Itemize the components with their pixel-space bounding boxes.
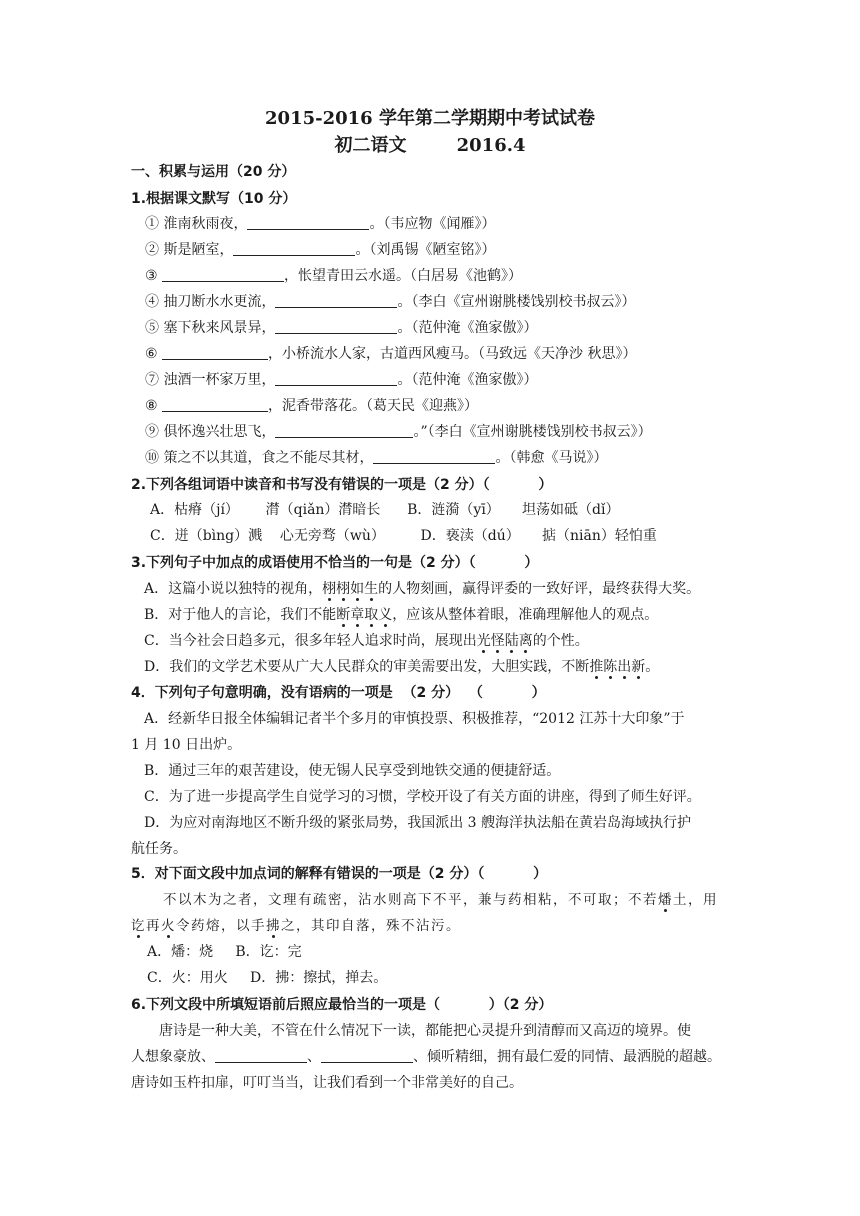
question-4-option-a: A．经新华日报全体编辑记者半个多月的审慎投票、积极推荐，“2012 江苏十大印象”于	[144, 711, 685, 727]
answer-blank[interactable]	[275, 293, 397, 308]
section-heading: 一、积累与运用（20 分）	[131, 164, 296, 180]
answer-blank[interactable]	[321, 1048, 413, 1063]
classical-passage-line: 不以木为之者，文理有疏密，沾水则高下不平，兼与药相粘，不可取；不若燔土，用	[163, 892, 718, 908]
emphasis-char: 义	[378, 607, 393, 623]
question-6-passage-line: 唐诗是一种大美，不管在什么情况下一读，都能把心灵提升到清醇而又高迈的境界。使	[159, 1023, 691, 1039]
emphasis-char: 推	[589, 659, 604, 675]
recitation-item: ⑧ ，泥香带落花。（葛天民《迎燕》）	[145, 398, 479, 414]
emphasis-char: 拂	[266, 918, 281, 934]
answer-blank[interactable]	[162, 267, 284, 282]
question-3-option-d: D．我们的文学艺术要从广大人民群众的审美需要出发，大胆实践，不断推陈出新。	[144, 659, 660, 675]
emphasis-char: 如	[350, 581, 365, 597]
recitation-item: ⑩ 策之不以其道，食之不能尽其材， 。（韩愈《马说》）	[145, 450, 608, 466]
question-3-option-b: B．对于他人的言论，我们不能断章取义，应该从整体着眼，准确理解他人的观点。	[144, 607, 659, 623]
answer-blank[interactable]	[275, 423, 413, 438]
question-2-options-row: A．枯瘠（jí） 潸（qiǎn）潸暗长 B．涟漪（yī） 坦荡如砥（dǐ）	[150, 502, 620, 518]
dotted-idiom	[589, 659, 645, 675]
question-4-option-c: C．为了进一步提高学生自觉学习的习惯，学校开设了有关方面的讲座，得到了师生好评。	[144, 789, 701, 805]
emphasis-char: 章	[350, 607, 365, 623]
question-4-option-d: D．为应对南海地区不断升级的紧张局势，我国派出 3 艘海洋执法船在黄岩岛海域执行护	[144, 815, 692, 831]
question-3-option-a: A．这篇小说以独特的视角，栩栩如生的人物刻画，赢得评委的一致好评，最终获得大奖。	[144, 581, 701, 597]
recitation-item: ③ ，怅望青田云水遥。（白居易《池鹤》）	[145, 268, 523, 284]
subject-label: 初二语文	[334, 135, 407, 156]
question-5-title: 5．对下面文段中加点词的解释有错误的一项是（2 分）（ ）	[131, 866, 548, 882]
emphasis-char: 生	[364, 581, 379, 597]
dotted-idiom	[336, 607, 392, 623]
dotted-word	[131, 918, 146, 934]
question-4-option-b: B．通过三年的艰苦建设，使无锡人民享受到地铁交通的便捷舒适。	[144, 763, 561, 779]
emphasis-char: 栩	[336, 581, 351, 597]
emphasis-char: 光	[476, 633, 491, 649]
dotted-word	[266, 918, 281, 934]
dotted-word	[161, 918, 176, 934]
emphasis-char: 陆	[504, 633, 519, 649]
recitation-item: ① 淮南秋雨夜， 。（韦应物《闻雁》）	[145, 216, 496, 232]
question-6-title: 6.下列文段中所填短语前后照应最恰当的一项是（ ）（2 分）	[131, 997, 553, 1013]
question-6-passage-line: 人想象豪放、 、 、倾听精细，拥有最仁爱的同情、最洒脱的超越。	[131, 1049, 721, 1065]
recitation-item: ④ 抽刀断水水更流， 。（李白《宣州谢朓楼饯别校书叔云》）	[145, 294, 636, 310]
question-4-option-a-cont: 1 月 10 日出炉。	[131, 737, 242, 753]
emphasis-char: 出	[617, 659, 632, 675]
dotted-word	[658, 892, 673, 908]
emphasis-char: 陈	[603, 659, 618, 675]
question-4-option-d-cont: 航任务。	[131, 841, 187, 857]
emphasis-char: 讫	[131, 918, 146, 934]
question-3-title: 3.下列句子中加点的成语使用不恰当的一句是（2 分）（ ）	[131, 555, 539, 571]
recitation-item: ⑦ 浊酒一杯家万里， 。（范仲淹《渔家傲》）	[145, 372, 538, 388]
recitation-item: ② 斯是陋室， 。（刘禹锡《陋室铭》）	[145, 242, 496, 258]
exam-subtitle	[0, 131, 860, 157]
answer-blank[interactable]	[373, 449, 495, 464]
emphasis-char: 新	[631, 659, 646, 675]
emphasis-char: 火	[161, 918, 176, 934]
dotted-idiom	[322, 581, 378, 597]
recitation-item: ⑨ 俱怀逸兴壮思飞， 。”（李白《宣州谢朓楼饯别校书叔云》）	[145, 424, 652, 440]
answer-blank[interactable]	[162, 397, 268, 412]
emphasis-char: 怪	[490, 633, 505, 649]
emphasis-char: 断	[336, 607, 351, 623]
emphasis-char: 离	[518, 633, 533, 649]
answer-blank[interactable]	[233, 241, 355, 256]
question-2-options-row: C．迸（bìng）溅 心无旁骛（wù） D．亵渎（dú） 掂（niān）轻怕重	[150, 528, 657, 544]
emphasis-char: 取	[364, 607, 379, 623]
dotted-idiom	[477, 633, 533, 649]
question-5-options-row: C．火：用火 D．拂：擦拭，掸去。	[147, 970, 388, 986]
recitation-item: ⑤ 塞下秋来风景异， 。（范仲淹《渔家傲》）	[145, 320, 538, 336]
question-6-passage-line: 唐诗如玉杵扣扉，叮叮当当，让我们看到一个非常美好的自己。	[131, 1075, 523, 1091]
question-4-title: 4．下列句子句意明确，没有语病的一项是 （2 分） （ ）	[131, 685, 546, 701]
emphasis-char: 燔	[658, 892, 673, 908]
answer-blank[interactable]	[215, 1048, 307, 1063]
classical-passage-line: 讫再火令药熔，以手拂之，其印自落，殊不沾污。	[131, 918, 461, 934]
answer-blank[interactable]	[162, 345, 268, 360]
answer-blank[interactable]	[247, 215, 369, 230]
question-3-option-c: C．当今社会日趋多元，很多年轻人追求时尚，展现出光怪陆离的个性。	[144, 633, 589, 649]
answer-blank[interactable]	[275, 371, 397, 386]
question-2-title: 2.下列各组词语中读音和书写没有错误的一项是（2 分）（ ）	[131, 477, 553, 493]
exam-title: 2015-2016 学年第二学期期中考试试卷	[265, 108, 595, 129]
answer-blank[interactable]	[275, 319, 397, 334]
exam-date: 2016.4	[456, 135, 526, 156]
emphasis-char: 栩	[322, 581, 337, 597]
recitation-item: ⑥ ，小桥流水人家，古道西风瘦马。（马致远《天净沙 秋思》）	[145, 346, 637, 362]
question-5-options-row: A．燔：烧 B．讫：完	[147, 944, 302, 960]
question-1-title: 1.根据课文默写（10 分）	[131, 191, 297, 207]
